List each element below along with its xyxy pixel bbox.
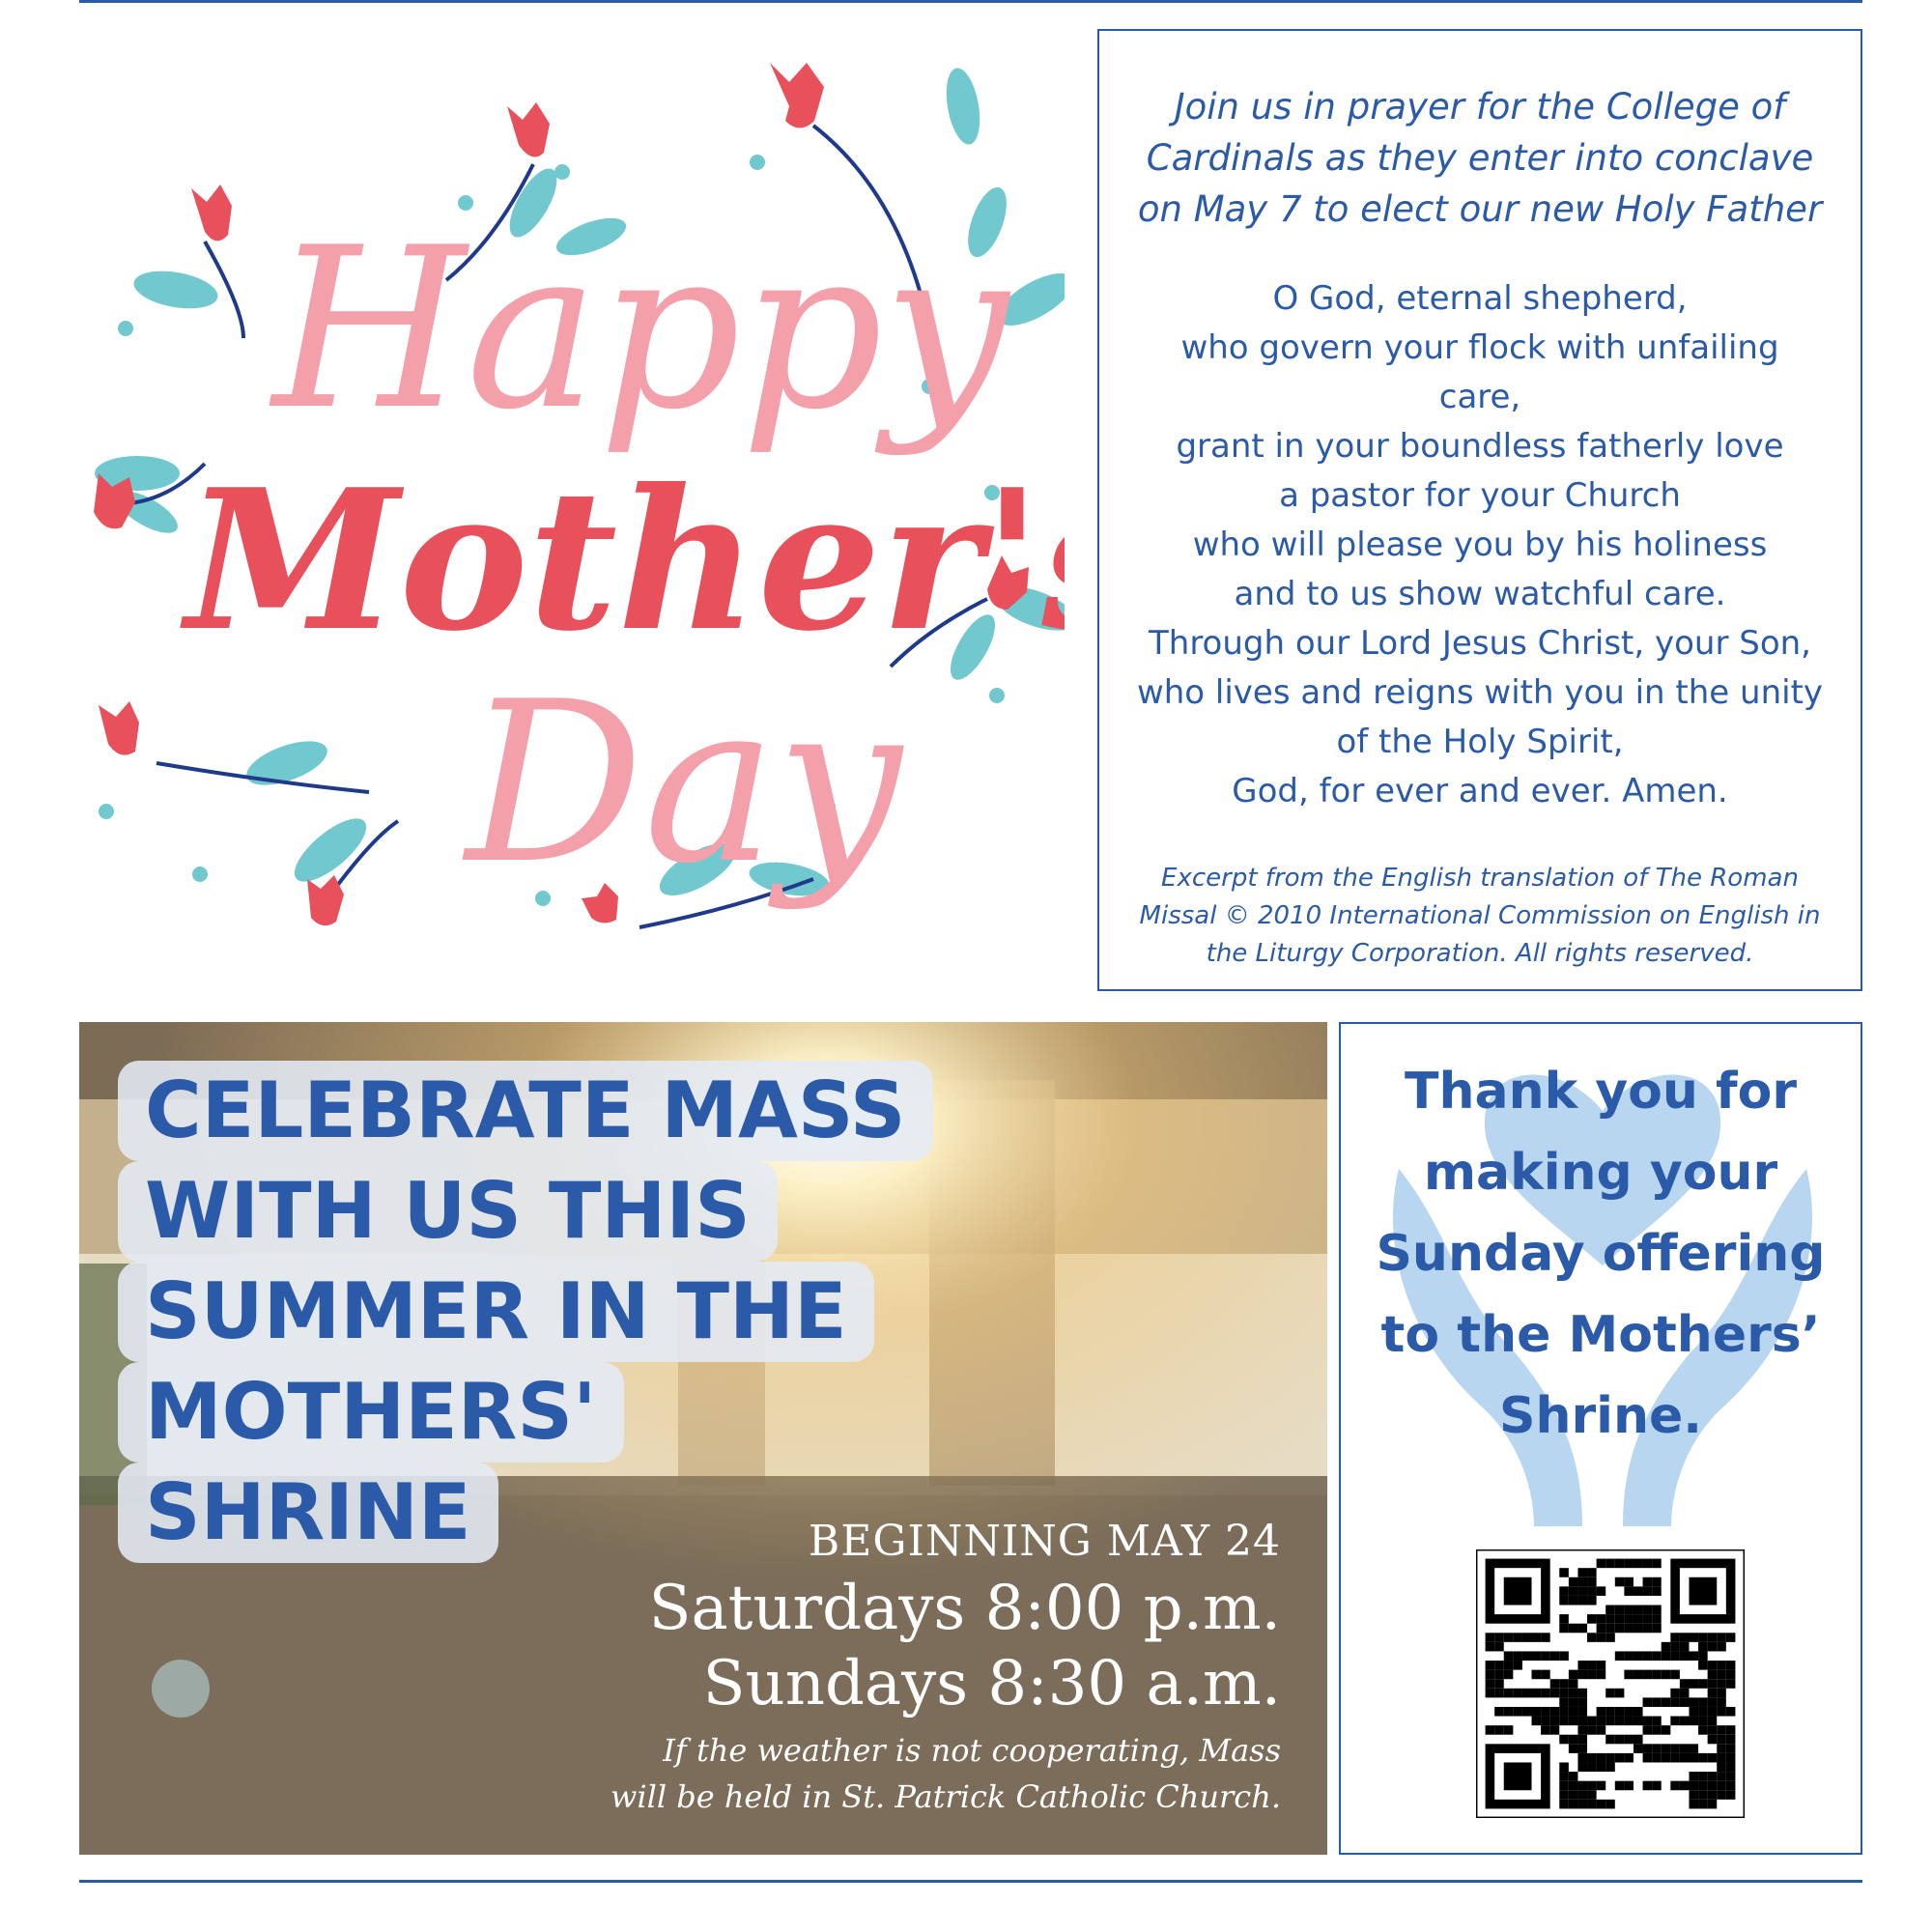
conclave-prayer-box [1097,29,1862,991]
sunday-time: Sundays 8:30 a.m. [702,1648,1281,1719]
mass-headline-line: CELEBRATE MASS [118,1061,933,1161]
thanks-line: making your [1423,1144,1778,1202]
mass-start-date: BEGINNING MAY 24 [808,1517,1281,1566]
thanks-line: Thank you for [1404,1063,1798,1121]
prayer-line: who govern your flock with unfailing [1180,328,1779,367]
prayer-line: who lives and reigns with you in the unity [1136,673,1824,712]
mothers-word: Mother's [185,447,1065,674]
weather-note [611,1727,1281,1820]
prayer-line: care, [1438,378,1521,416]
weather-note-line: will be held in St. Patrick Catholic Church. [610,1778,1281,1815]
day-word: Day [466,655,902,913]
prayer-line: who will please you by his holiness [1192,526,1768,564]
thanks-line: Sunday offering [1376,1225,1826,1283]
mass-headline-line: MOTHERS' [118,1362,624,1463]
offering-thanks-box [1339,1022,1862,1855]
mass-photo-panel [79,1022,1327,1855]
mass-headline [118,1061,933,1563]
thanks-line: Shrine. [1499,1387,1702,1445]
prayer-line: grant in your boundless fatherly love [1176,427,1784,466]
weather-note-line: If the weather is not cooperating, Mass [663,1732,1281,1769]
qr-code-icon[interactable] [1476,1549,1745,1818]
prayer-line: a pastor for your Church [1279,476,1681,515]
prayer-line: Through our Lord Jesus Christ, your Son, [1149,624,1811,663]
prayer-copyright: Excerpt from the English translation of The Roman Missal © 2010 International Commission on English in the Liturgy Corporation. All rights reserved. [1139,864,1821,968]
mass-schedule [611,1513,1281,1820]
mass-headline-line: SUMMER IN THE [118,1262,874,1362]
prayer-intro: Join us in prayer for the College of Cardinals as they enter into conclave on May 7 to elect our new Holy Father [1137,86,1823,230]
mass-headline-line: WITH US THIS [118,1161,778,1262]
prayer-body [1119,274,1841,816]
prayer-line: God, for ever and ever. Amen. [1232,772,1728,810]
top-rule [79,0,1862,3]
mothers-day-artwork [79,48,1065,985]
prayer-line: of the Holy Spirit, [1336,723,1624,761]
prayer-line: and to us show watchful care. [1234,575,1726,613]
thanks-message [1350,1051,1851,1457]
thanks-line: to the Mothers’ [1380,1306,1821,1364]
happy-word: Happy [272,201,1009,459]
floral-decoration-icon [79,48,1065,985]
saturday-time: Saturdays 8:00 p.m. [648,1573,1281,1644]
prayer-line: O God, eternal shepherd, [1272,279,1688,318]
bottom-rule [79,1880,1862,1883]
mass-headline-line: SHRINE [118,1463,498,1563]
